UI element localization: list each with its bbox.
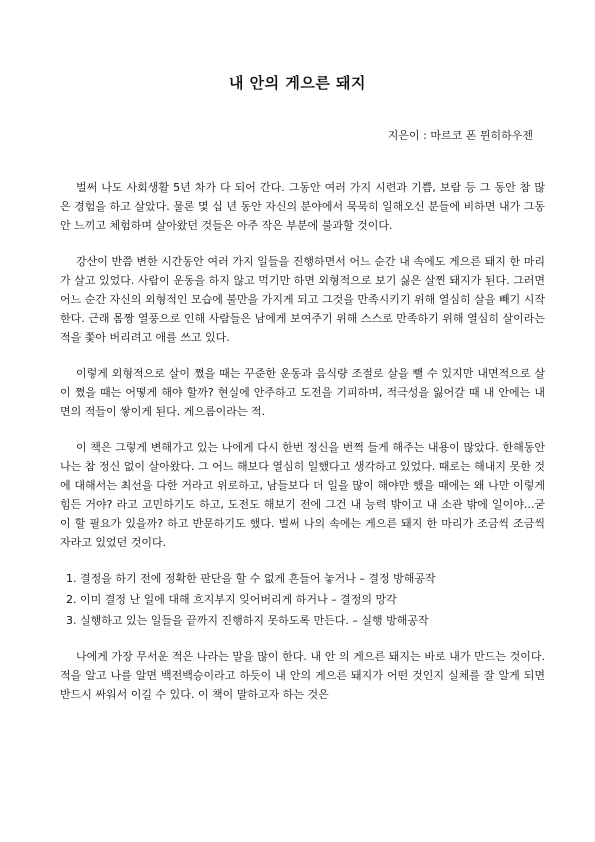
paragraph: 나에게 가장 무서운 적은 나라는 말을 많이 한다. 내 안 의 게으른 돼지는 바로 내가 만드는 것이다. 적을 알고 나를 알면 백전백승이라고 하듯이 내 안의 게으른 돼지가 어떤 것인지 실체를 잘 알게 되면 반드시 싸워서 이길 수 있다. 이 책이 말하고자 하는 것은 (60, 650, 545, 701)
list-item: 3. 실행하고 있는 일들을 끝까지 진행하지 못하도록 만든다. – 실행 방해공작 (66, 614, 429, 627)
list-item: 2. 이미 결정 난 일에 대해 흐지부지 잊어버리게 하거나 – 결정의 망각 (66, 593, 397, 606)
paragraph: 이 책은 그렇게 변해가고 있는 나에게 다시 한번 정신을 번쩍 들게 해주는 내용이 많았다. 한해동안 나는 참 정신 없이 살아왔다. 그 어느 해보다 열심히 일했다고 생각하고 있었다. 때로는 해내지 못한 것에 대해서는 최선을 다한 거라고 위로하고, 남들보다 더 일을 많이 해야만 했을 때에는 왜 나만 이렇게 힘든 거야? 라고 고민하기도 하고, 도전도 해보기 전에 그건 내 능력 밖이고 내 소관 밖에 일이야...굳이 할 필요가 있을까? 하고 반문하기도 했다. 벌써 나의 속에는 게으른 돼지 한 마리가 조금씩 조금씩 자라고 있었던 것이다. (60, 441, 545, 549)
list-item: 1. 결정을 하기 전에 정확한 판단을 할 수 없게 흔들어 놓거나 – 결정 방해공작 (66, 572, 436, 585)
paragraph: 이렇게 외형적으로 살이 쪘을 때는 꾸준한 운동과 음식량 조절로 살을 뺄 수 있지만 내면적으로 살이 쪘을 때는 어떻게 해야 할까? 현실에 안주하고 도전을 기피하며, 적극성을 잃어갈 때 내 안에는 내면의 적들이 쌓이게 된다. 게으름이라는 적. (60, 367, 545, 418)
author-line: 지은이 : 마르코 폰 뮌히하우젠 (387, 129, 533, 142)
document-body (60, 178, 545, 721)
paragraph: 벌써 나도 사회생활 5년 차가 다 되어 간다. 그동안 여러 가지 시련과 기쁨, 보람 등 그 동안 참 많은 경험을 하고 살았다. 물론 몇 십 년 동안 자신의 분야에서 묵묵히 일해오신 분들에 비하면 내가 그동안 느끼고 체험하며 살아왔던 것들은 아주 작은 부분에 불과할 것이다. (60, 181, 545, 232)
numbered-list (60, 569, 545, 630)
paragraph: 강산이 반쯤 변한 시간동안 여러 가지 일들을 진행하면서 어느 순간 내 속에도 게으른 돼지 한 마리가 살고 있었다. 사람이 운동을 하지 않고 먹기만 하면 외형적으로 보기 싫은 살찐 돼지가 된다. 그러면 어느 순간 자신의 외형적인 모습에 불만을 가지게 되고 그것을 만족시키기 위해 열심히 살을 빼기 시작한다. 근래 몸짱 열풍으로 인해 사람들은 남에게 보여주기 위해 스스로 만족하기 위해 열심히 살이라는 적을 쫓아 버리려고 애를 쓰고 있다. (60, 255, 545, 344)
document-title: 내 안의 게으른 돼지 (228, 74, 367, 92)
